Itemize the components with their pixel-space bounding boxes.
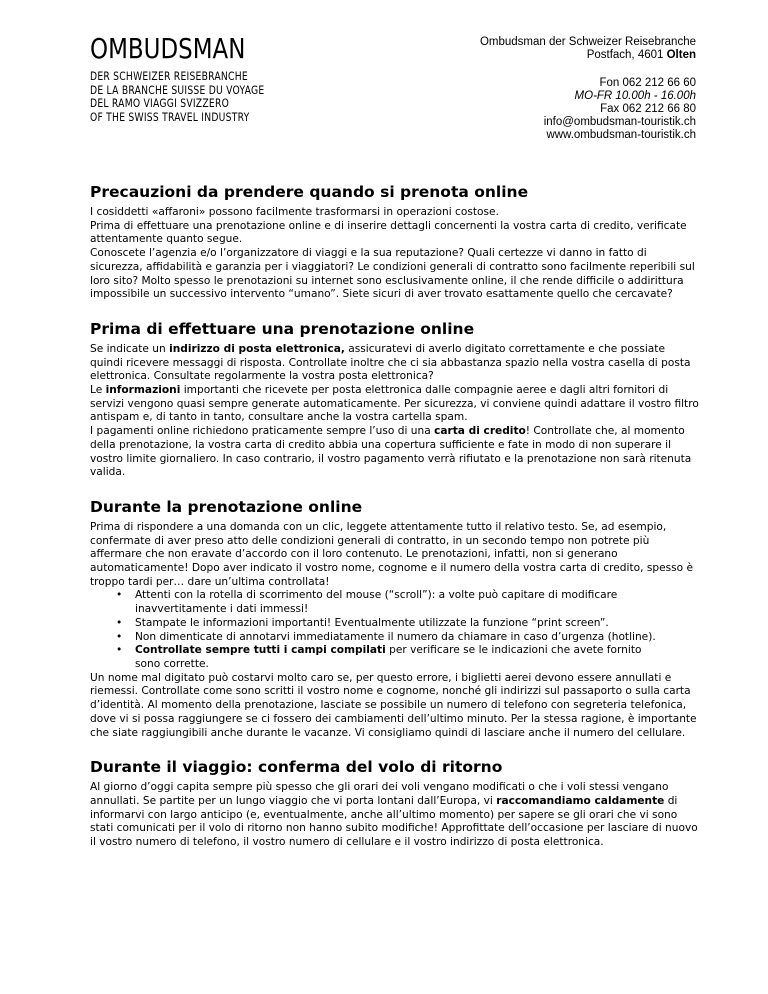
bullet-list — [90, 589, 700, 671]
logo-wordmark: OMBUDSMAN — [90, 32, 246, 65]
list-item: • Non dimenticate di annotarvi immediatamente il numero da chiamare in caso d’urgenza (hotline). — [116, 630, 656, 643]
contact-web[interactable]: www.ombudsman-touristik.ch — [546, 129, 696, 141]
contact-org: Ombudsman der Schweizer Reisebranche — [479, 36, 696, 48]
contact-city: Olten — [666, 49, 696, 61]
section-title: Prima di effettuare una prenotazione online — [90, 319, 475, 338]
bold-text: carta di credito — [434, 425, 526, 438]
logo-line-de: DER SCHWEIZER REISEBRANCHE — [90, 69, 248, 83]
bullet-icon: • — [116, 616, 123, 629]
bullet-icon: • — [116, 630, 123, 643]
contact-postbox: Postfach, 4601 — [586, 49, 667, 61]
logo-line-fr: DE LA BRANCHE SUISSE DU VOYAGE — [90, 82, 265, 97]
paragraph-information: Le informazioni importanti che ricevete per posta elettronica dalle compagnie aeree e dagli altri fornitori di servizi vengono quasi sempre generate automaticamente. Per sicurezza, vi conviene quindi adattare il vostro filtro antispam e, di tanto in tanto, consultare anche la vostra cartella spam. — [90, 384, 699, 424]
list-item: • Stampate le informazioni importanti! Eventualmente utilizzate la funzione “print screen”. — [116, 616, 609, 629]
list-item: • Controllate sempre tutti i campi compilati per verificare se le indicazioni che avete fornito sono corrette. — [116, 644, 642, 670]
list-item: • Attenti con la rotella di scorrimento del mouse (“scroll”): a volte può capitare di modificare inavvertitamente i dati immessi! — [116, 589, 618, 616]
paragraph: Al giorno d’oggi capita sempre più spesso che gli orari dei voli vengano modificati o che i voli stessi vengano annullati. Se partite per un lungo viaggio che vi porta lontani dall’Europa, vi raccomandiamo caldamente di informarvi con largo anticipo (e, eventualmente, anche all’ultimo momento) per sapere se gli orari che vi sono stati comunicati per il volo di ritorno non hanno subito modifiche! Approfittate dell’occasione per lasciare di nuovo il vostro numero di telefono, il vostro numero di cellulare e il vostro indirizzo di posta elettronica. — [90, 781, 698, 849]
paragraph: Prima di rispondere a una domanda con un clic, leggete attentamente tutto il relativo testo. Se, ad esempio, confermate di aver preso atto delle condizioni generali di contratto, in un secondo tempo non potrete più affermare che non eravate d’accordo con il loro contenuto. Le prenotazioni, infatti, non si generano automaticamente! Dopo aver indicato il vostro nome, cognome e il numero della vostra carta di credito, spesso è troppo tardi per… dare un’ultima controllata! — [90, 520, 694, 588]
document-body — [90, 182, 700, 867]
contact-address — [480, 49, 696, 62]
section-during-booking — [90, 497, 700, 740]
paragraph: Conoscete l’agenzia e/o l’organizzatore di viaggi e la sua reputazione? Quali certezze vi danno in fatto di sicurezza, affidabilità e garanzia per i viaggiatori? Le condizioni generali di contratto sono facilmente reperibili sul loro sito? Molto spesso le prenotazioni su internet sono esclusivamente online, il che rende difficile o addirittura impossibile un successivo intervento “umano”. Siete sicuri di aver trovato esattamente quello che cercavate? — [90, 247, 695, 301]
bold-text: raccomandiamo caldamente — [496, 794, 665, 807]
contact-block — [480, 36, 696, 142]
paragraph: I cosiddetti «affaroni» possono facilmente trasformarsi in operazioni costose. — [90, 206, 499, 218]
paragraph-credit-card: I pagamenti online richiedono praticamente sempre l’uso di una carta di credito! Controllate che, al momento della prenotazione, la vostra carta di credito abbia una copertura sufficiente e fate in modo di non superare il vostro limite giornaliero. In caso contrario, il vostro pagamento verrà rifiutato e la prenotazione non sarà ritenuta valida. — [90, 425, 692, 479]
section-title: Durante la prenotazione online — [90, 497, 363, 516]
contact-fax: Fax 062 212 66 80 — [600, 103, 696, 115]
section-precautions — [90, 182, 700, 302]
contact-email[interactable]: info@ombudsman-touristik.ch — [543, 116, 696, 128]
paragraph: Prima di effettuare una prenotazione online e di inserire dettagli concernenti la vostra carta di credito, verificate attentamente quanto segue. — [90, 219, 687, 246]
section-title: Precauzioni da prendere quando si prenota online — [90, 183, 529, 201]
bullet-icon: • — [116, 644, 123, 657]
section-during-travel — [90, 757, 700, 850]
bold-text: indirizzo di posta elettronica, — [169, 342, 345, 355]
section-title: Durante il viaggio: conferma del volo di ritorno — [90, 758, 503, 777]
paragraph: Un nome mal digitato può costarvi molto caro se, per questo errore, i biglietti aerei devono essere annullati e riemessi. Controllate come sono scritti il vostro nome e cognome, nonché gli indirizzi sul passaporto o sulla carta d’identità. Al momento della prenotazione, lasciate se possibile un numero di telefono con segreteria telefonica, dove vi si possa raggiungere se ci fossero dei cambiamenti dell’ultimo minuto. Per la stessa ragione, è importante che siate raggiungibili anche durante le vacanze. Vi consigliamo quindi di lasciare anche il numero del cellulare. — [90, 671, 697, 739]
logo-line-en: OF THE SWISS TRAVEL INDUSTRY — [90, 109, 250, 124]
ombudsman-logo — [90, 34, 290, 124]
section-before-booking — [90, 319, 700, 480]
bold-text: Controllate sempre tutti i campi compilati — [135, 644, 386, 657]
bold-text: informazioni — [105, 384, 181, 397]
paragraph-email: Se indicate un indirizzo di posta elettronica, assicuratevi di averlo digitato correttamente e che possiate quindi ricevere messaggi di risposta. Controllate inoltre che ci sia abbastanza spazio nella vostra casella di posta elettronica. Consultate regolarmente la vostra posta elettronica? — [90, 342, 691, 383]
logo-line-it: DEL RAMO VIAGGI SVIZZERO — [90, 96, 230, 110]
contact-hours: MO-FR 10.00h - 16.00h — [574, 90, 696, 102]
contact-phone: Fon 062 212 66 60 — [599, 77, 696, 89]
logo-subtitle — [90, 70, 290, 124]
bullet-icon: • — [116, 589, 123, 602]
